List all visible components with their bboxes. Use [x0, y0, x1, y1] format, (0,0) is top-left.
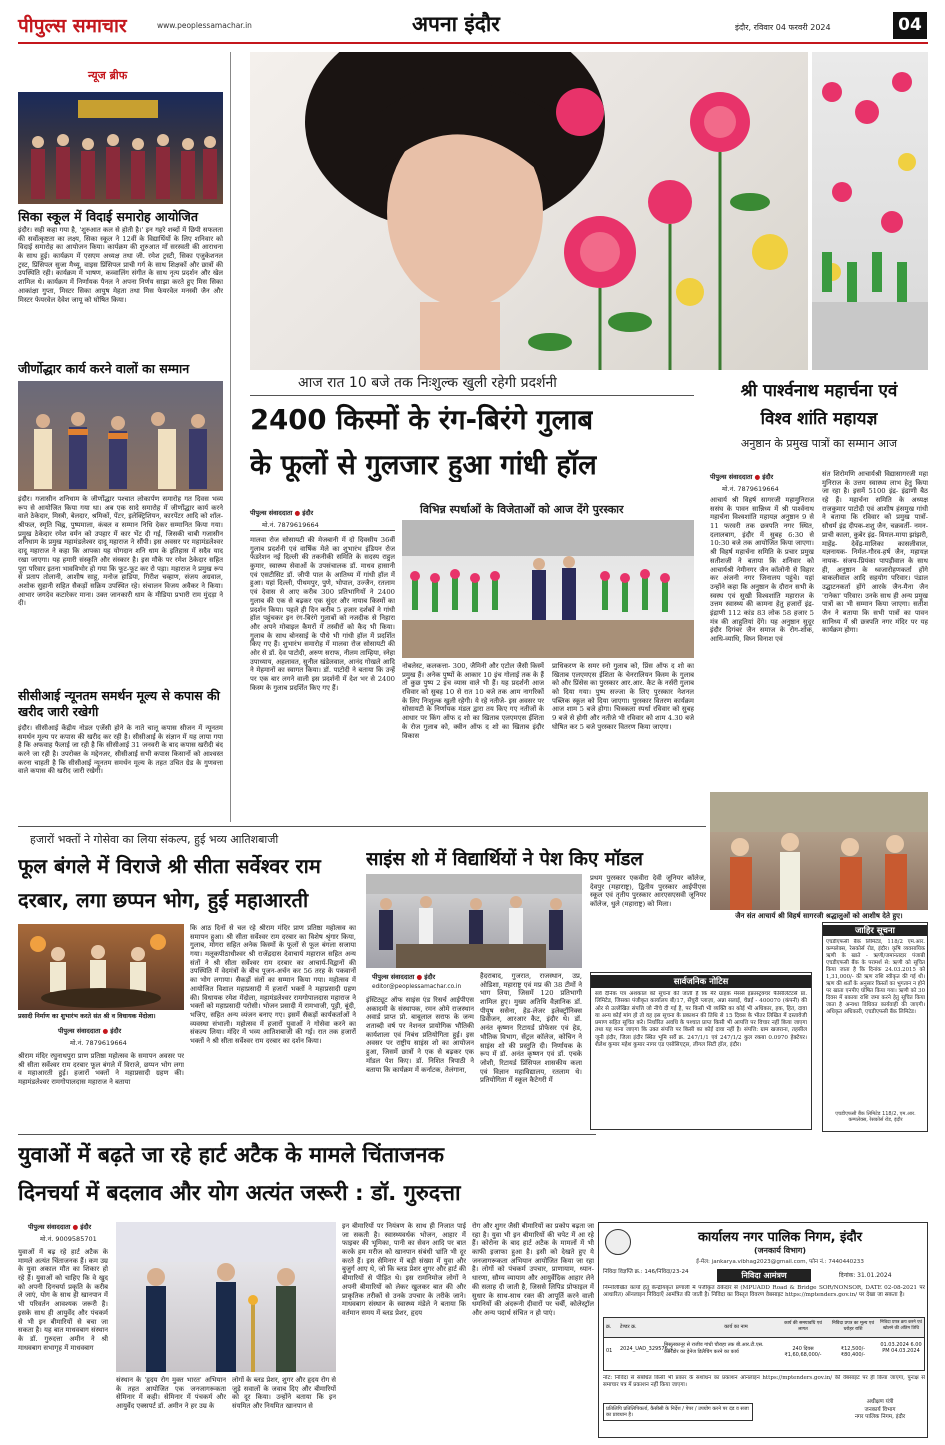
- ram-darbar-photo: [18, 924, 184, 1010]
- science-photo: [366, 874, 582, 968]
- science-headline: साइंस शो में विद्यार्थियों ने पेश किए मॉडल: [366, 849, 643, 870]
- farewell-group-illustration: [18, 92, 223, 204]
- tender-table: [603, 1317, 925, 1371]
- column-divider: [230, 52, 231, 822]
- science-byline-name: पीपुल्स संवाददाता: [372, 973, 415, 981]
- brief-2-body: इंदौर। गजासीन शनिधाम के जीर्णोद्धार पश्चात लोकार्पण समारोह गत दिवस भव्य रूप से आयोजित किया गया था। अब एक सादे समारोह में जीर्णोद्धार कार्य करने वाले ठेकेदार, मिस्त्री, बेलदार, श्रमिकों, पेंटर, इलेक्ट्रिशियन, कारपेंटर आदि को शॉल-श्रीफल, स्मृति चिह्न, पुष्पमाला, कंबल व सम्मान निधि देकर सम्मानित किया गया। प्रमुख ठेकेदार रमेश वर्मन को उपहार में कार भेंट दी गई, जिसकी चाबी गजासीन शनिधाम के प्रमुख महामंडलेश्वर दादू महाराज ने सौंपी। इस अवसर पर महामंडलेश्वर दादू महाराज ने कहा कि आपका यह योगदान शनि धाम के इतिहास में सदैव याद रखा जाएगा। यह हमारी संस्कृति और संस्कार है। इस मौके पर रमेश ठेकेदार सहित पूरा परिवार इतना भावविभोर हो गया कि फूट-फूट कर रो पड़ा। महाराज ने प्रमुख रूप से प्रताप तोलानी, आशीष साहू, मनोज हाडिया, गिरीश चव्हाण, संजय अग्रवाल, अशोक सुहानी सहित सैकड़ों सक्रिय उपस्थित रहे। संचालन विजय अवैकर ने किया। आभार जगदेव कटारेकर माना। उक्त जानकारी धाम के मीडिया प्रभारी राम मुंदड़ा ने दी।: [18, 495, 223, 608]
- rose-bottles-illustration: [812, 52, 928, 370]
- heart-byline-name: पीपुल्स संवाददाता: [28, 1223, 71, 1231]
- tender-table-header: [604, 1318, 924, 1338]
- cell-fee: ₹12,500/- ₹80,400/-: [840, 1346, 866, 1358]
- heart-col-5: रोग और शुगर जैसी बीमारियों का प्रकोप बढ़ता जा रहा है। युवा भी इन बीमारियों की चपेट में आ रहे हैं। कोरोना के बाद हार्ट अटैक के मामलों में भी काफी इजाफा हुआ है। इसी को देखते हुए ये जनजागरूकता अभियान आयोजित किया जा रहा है। लोगों को पंचकर्म उपचार, प्राणायाम, ध्यान-धारणा, सौम्य व्यायाम और आयुर्वेदिक आहार लेने की सलाह दी जाती है, जिससे लिपिड प्रोफाइल में सुधार के साथ-साथ रक्त की आपूर्ति करने वाली धमनियों की अंदरूनी दीवारों पर चर्बी, कोलेस्ट्रॉल और अन्य पदार्थ संचित न हो पाएं।: [472, 1222, 594, 1317]
- section-divider-2: [18, 1134, 596, 1135]
- parshvanath-col-2: संत शिरोमणि आचार्यश्री विद्यासागरजी महा मुनिराज के उत्तम स्वास्थ्य लाभ हेतु किया जा रहा है। इसमें 5100 इंद्र- इंद्राणी बैठ रहे हैं। महार्चना समिति के अध्यक्ष राजकुमार पाटोदी एवं आशीष हंसमुख गांधी ने बताया कि रविवार को प्रमुख पात्रों- सौधर्म इंद्र दीपक-शशु जैन, चक्रवर्ती- नमन-प्राची काला, कुबेर इंद्र- विमल-माया झांझरी, माहेंद्र- देवेंद्र-मालिका कासलीवाल, यज्ञनायक- निर्मल-गौरव-हर्ष जैन, महायज्ञ नायक- संजय-प्रियंका पापड़ीवाल के साथ ही, अनुष्ठान के ध्वजारोहणकर्ता होंगे बाकलीवाल आदि सहयोग परिवार। पंडाल उद्घाटनकर्ता होंगे आरके जैन-मैना जैन 'रानेका' परिवार। उनके साथ ही अन्य प्रमुख पात्रों का भी सम्मान किया जाएगा। सतीश जैन ने बताया कि सभी पात्रों का पावन सानिध्य में श्री छत्रपति नगर मंदिर पर यह कार्यक्रम होगा।: [822, 470, 928, 635]
- heart-col-1: युवाओं में बढ़ रहे हार्ट अटैक के मामले अत्यंत चिंताजनक हैं। कम उम्र के युवा अकाल मौत का शिकार हो रहे हैं। युवाओं को चाहिए कि वे खुद को अपनी दिनचर्या प्रकृति के करीब ले जाएं, योग के साथ ही खानपान में भी परिवर्तन आवश्यक जरूरी है। इसके साथ ही आयुर्वेद और पंचकर्म से भी इन बीमारियों से बचा जा सकता है। यह बात माधवबाग संस्थान के डॉ. गुरुदत्ता अमीन ने श्री माधवबाग सभागृह में माधवबाग: [18, 1248, 108, 1352]
- science-col-1: इंस्टिट्यूट ऑफ साइंस एंड रिसर्च आईपीएस अकादमी के संस्थापक, रमन ओमे राजस्थान अवार्ड प्राप्त प्रो. बाबूलाल सराफ के जन्म शताब्दी वर्ष पर नेशनल प्रायोगिक भौतिकी कार्यशाला एवं निबंध प्रतियोगिता हुई। इस अवसर पर राष्ट्रीय साइंस शो का आयोजन हुआ, जिसमें छात्रों ने एक से बढ़कर एक मॉडल पेश किए। डॉ. निशित त्रिपाठी ने बताया कि कार्यक्रम में कर्नाटक, तेलंगाना,: [366, 996, 474, 1074]
- ram-byline-name: पीपुल्स संवाददाता: [58, 1027, 101, 1035]
- parshvanath-byline-mobile: मो.नं. 7879619664: [722, 485, 779, 493]
- tender-signature: [835, 1399, 925, 1422]
- tender-title: कार्यालय नगर पालिक निगम, इंदौर: [697, 1230, 863, 1245]
- science-byline-place: इंदौर: [424, 973, 436, 981]
- news-brief-label: न्यूज ब्रीफ: [88, 69, 128, 82]
- col-header-tender-no: टेण्डर क्र.: [620, 1324, 637, 1330]
- tender-table-row: [604, 1338, 924, 1370]
- parshvanath-headline-2: विश्व शांति महायज्ञ: [760, 409, 878, 429]
- science-col-2: हैदराबाद, गुजरात, राजस्थान, उप्र, ओडिशा, महाराष्ट्र एवं मप्र की 38 टीमों ने भाग लिया, जिसमें 120 प्रतिभागी शामिल हुए। मुख्य अतिथि वैज्ञानिक डॉ. पीयूष ससेना, हेड-लेजर इलेक्ट्रॉनिक्स डिवीजन, आरआर कैट, इंदौर थे। डॉ. अनंत कृष्णन रिटायर्ड प्रोफेसर एवं हेड, भौतिक विभाग, सेंट्रल कॉलेज, कोचिन ने साइंस शो की प्रस्तुति दी। निर्णायक के रूप में डॉ. अनंत कृष्णन एवं डॉ. एचके जोशी, रिटायर्ड प्रिंसिपल शासकीय कला एवं विज्ञान महाविद्यालय, रतलाम थे। प्रतियोगिता में स्कूल कैटेगरी में: [480, 972, 582, 1085]
- lead-headline-2: के फूलों से गुलजार हुआ गांधी हॉल: [250, 449, 597, 481]
- public-notice-title: सार्वजनिक नोटिस: [591, 975, 811, 988]
- tender-ref: निविदा विज्ञप्ति क्र.: 146/निविदा/23-24: [603, 1269, 689, 1275]
- masthead-rule: [18, 42, 928, 44]
- exhibition-hall-illustration: [402, 520, 694, 658]
- brief-1-body: इंदौर। सही कहा गया है, 'शुरुआत कल से होती है।' इन गहरे शब्दों में छिपी सफलता की सर्वोत्कृष्टता का लक्ष्य, सिका स्कूल ने 12वीं के विद्यार्थियों के लिए शनिवार को विदाई समारोह का आयोजन किया। कार्यक्रम की शुरुआत माँ सरस्वती की आराधना के साथ हुई। कार्यक्रम में एसएम अध्यक्ष तथा जी. रमेश ट्रस्टी, सिका एजुकेशनल ट्रस्ट, प्रिंसिपल सुजा मैथ्यू, वाइस प्रिंसिपल प्राची गर्ग के साथ शिक्षकों और छात्रों की उपस्थिति रही। कार्यक्रम में भाषण, कव्वालिंग संगीत के साथ नृत्य प्रदर्शन और खेल शामिल थे। कार्यक्रम में निर्णायक पैनल ने अपना निर्णय साझा करते हुए मिस सिका आकांक्षा गुप्ता, मिस्टर सिका आयुष मेहता तथा मिस फेयरवेल मनस्वी जैन और मिस्टर फेयरवेल देवेश जायू को घोषित किया।: [18, 226, 223, 304]
- public-notice-box: [590, 972, 812, 1130]
- ram-byline-mobile: मो.नं. 7879619664: [70, 1039, 127, 1047]
- parshvanath-headline-1: श्री पार्श्वनाथ महार्चना एवं: [740, 381, 898, 401]
- col-header-duration: कार्य की समयावधि एवं लागत: [784, 1321, 822, 1332]
- heart-headline-1: युवाओं में बढ़ते जा रहे हार्ट अटैक के मामले चिंताजनक: [18, 1143, 444, 1168]
- ram-photo-caption: प्रसादी निर्माण का शुभारंभ करते संत श्री व विधायक मेंदोला।: [18, 1013, 156, 1020]
- col-header-sr: क्र.: [606, 1324, 612, 1330]
- parshvanath-byline: पीपुल्स संवाददाता ● इंदौर: [710, 473, 774, 481]
- lead-byline-name: पीपुल्स संवाददाता: [250, 509, 293, 517]
- brief-1-headline: सिका स्कूल में विदाई समारोह आयोजित: [18, 209, 198, 224]
- signature-line-1: अधीक्षण यंत्री: [866, 1399, 894, 1405]
- acharya-photo: [710, 792, 928, 910]
- science-models-illustration: [366, 874, 582, 968]
- kicker-rule: [250, 395, 694, 396]
- ram-byline-place: इंदौर: [110, 1027, 122, 1035]
- honour-group-illustration: [18, 381, 223, 491]
- lead-kicker: आज रात 10 बजे तक निःशुल्क खुली रहेगी प्रदर्शनी: [298, 375, 557, 391]
- classified-title: जाहिर सूचना: [823, 925, 927, 936]
- logo: पीपुल्स समाचार: [18, 15, 127, 37]
- dateline: इंदौर, रविवार 04 फरवरी 2024: [735, 23, 831, 32]
- section-divider-1: [18, 826, 706, 827]
- acharya-photo-caption: जैन संत आचार्य श्री विहर्ष सागरजी श्रद्धालुओं को आशीष देते हुए।: [735, 912, 903, 920]
- page-number: 04: [893, 12, 927, 39]
- col-header-fee: निविदा प्रपत्र का मूल्य एवं धरोहर राशि: [831, 1321, 875, 1332]
- brief-3-body: इंदौर। सीसीआई केंद्रीय नोडल एजेंसी होने के नाते चालू कपास सीजन में न्यूनतम समर्थन मूल्य पर कपास की खरीद कर रही है। सीसीआई के संज्ञान में यह लाया गया है कि अफवाह फैलाई जा रही है कि सीसीआई 31 जनवरी के बाद कपास खरीदी बंद करने जा रही है। उपरोक्त के मद्देनजर, सीसीआई सभी कपास किसानों को आश्वस्त करना चाहती है कि सीसीआई न्यूनतम समर्थन मूल्य के तहत उचित ग्रेड के गुणवत्ता वाले कपास की खरीद जारी रखेगी।: [18, 724, 223, 776]
- brief-3-headline: सीसीआई न्यूनतम समर्थन मूल्य से कपास की खरीद जारी रखेगी: [18, 688, 220, 719]
- lead-col-2: नोबलेस्ट, कलकत्ता- 300, जैमिनी और एटोल जैसी किस्में प्रमुख हैं। अनेक पुष्पों के आकार 10 इंच गोलाई तक के हैं तो कुछ पुष्प 2 इंच व्यास वाले भी हैं। यह प्रदर्शनी आज रविवार को सुबह 10 से रात 10 बजे तक आम नागरिकों के लिए निःशुल्क खुली रहेगी। ये रहे नतीजे- इस अवसर पर सोसायटी के निर्णायक मंडल द्वारा तय किए गए नतीजों के आधार पर किंग ऑफ द शो का खिताब एलएमएस ईशिता के रोज गुलाब को, क्वीन ऑफ द शो का खिताब इंदौर विकास: [402, 662, 544, 740]
- ram-darbar-illustration: [18, 924, 184, 1010]
- parshvanath-col-1: आचार्य श्री विहर्ष सागरजी महामुनिराज ससंघ के पावन सान्निध्य में श्री पार्श्वनाथ महार्चना विश्वशांति महायज्ञ अनुष्ठान 9 से 11 फरवरी तक छत्रपति नगर स्थित, दलालबाग, इंदौर में सुबह 6:30 से 10:30 बजे तक आयोजित किया जाएगा। श्री विहर्ष महार्चना समिति के प्रचार प्रमुख सतीशजी ने बताया कि शनिवार को आचार्यश्री नेमीनगर जैन कॉलोनी से विहार कर अंजनी नगर जिनालय पहुंचे। यहां उन्होंने कहा कि अनुष्ठान के दौरान सभी के स्वस्थ एवं सुखी विश्वशांति महाराज के उत्तम स्वास्थ्य की कामना हेतु हजारों इंद्र-इंद्राणी 112 कांड 83 लोक 58 हजार 5 मंत्र की आहुतियां देंगे। यह अनुष्ठान सुदूर इंदौर दिगंबर जैन समाज के रोग-शोक, आधि-व्याधि, विघ्न विनाश एवं: [710, 496, 814, 643]
- lead-byline-rule: [250, 530, 395, 531]
- cell-work-name: मिसलकानूर से राजीव गांधी चौराहा तक बी.आर.टी.एस. कॉरिडोर का ड्रेनेज डिलैचिंग करने का कार्य: [664, 1342, 764, 1355]
- cell-sr: 01: [606, 1348, 613, 1354]
- brief-2-headline: जीर्णोद्धार कार्य करने वालों का सम्मान: [18, 361, 190, 376]
- right-rose-photo: [812, 52, 928, 370]
- lead-byline-place: इंदौर: [302, 509, 314, 517]
- heart-headline-2: दिनचर्या में बदलाव और योग अत्यंत जरूरी : डॉ. गुरुदत्ता: [18, 1181, 461, 1206]
- municipal-emblem: [605, 1229, 631, 1255]
- lead-subhead: विभिन्न स्पर्धाओं के विजेताओं को आज देंगे पुरस्कार: [420, 503, 624, 516]
- tender-date: दिनांक: 31.01.2024: [839, 1272, 892, 1279]
- parshvanath-subhead: अनुष्ठान के प्रमुख पात्रों का सम्मान आज: [740, 437, 898, 450]
- heart-byline-mobile: मो.नं. 9009585701: [40, 1235, 97, 1243]
- seminar-lamp-illustration: [116, 1222, 336, 1372]
- tender-subtitle: (जनकार्य विभाग): [753, 1246, 807, 1255]
- science-byline-email: editor@peoplessamachar.co.in: [372, 984, 462, 990]
- lead-headline-1: 2400 किस्मों के रंग-बिरंगे गुलाब: [250, 404, 594, 436]
- news-brief-column: [18, 52, 223, 822]
- ram-byline: पीपुल्स संवाददाता ● इंदौर: [58, 1027, 122, 1035]
- farewell-photo: [18, 92, 223, 204]
- ram-col-2: कि आठ दिनों से चल रहे श्रीराम मंदिर प्राण प्रतिष्ठा महोत्सव का समापन हुआ। श्री सीता सर्वेश्वर राम दरबार का विशेष श्रृंगार किया, गुलाब, मोगरा सहित अनेक किस्मों के फूलों से फूल बंगला सजाया गया। मलूकपीठाधीश्वर श्री राजेंद्रदास देवाचार्य महाराज सहित अन्य संतों ने श्री सीता सर्वेश्वर राम दरबार का आचार्य-विद्वानों की उपस्थिति में वेदमंत्रों के बीच पूजन-अर्चन कर 56 तरह के पकवानों का भोग लगाया। सैकड़ों संतों का सम्मान किया गया। महोत्सव में आयोजित विशाल महाप्रसादी में हजारों भक्तों ने महाप्रसादी ग्रहण की। विधायक रमेश मेंदोला, महामंडलेश्वर रामगोपालदास महाराज ने भक्तों को महाप्रसादी परोसी। भोजन प्रसादी में रामभाजी, पूड़ी, बूंदी, भजिए, सहित अन्य व्यंजन बनाए गए। इसमें सैकड़ों कार्यकर्ताओं ने व्यवस्था संभाली। महोत्सव में हजारों युवाओं ने गोसेवा करने का संकल्प लिया। मंदिर में भव्य आतिशबाजी की गई। रात तक हजारों भक्तों ने श्री सीता सर्वेश्वर राम दरबार का दर्शन किया।: [190, 924, 356, 1045]
- heart-byline-place: इंदौर: [80, 1223, 92, 1231]
- science-byline: पीपुल्स संवाददाता ● इंदौर: [372, 973, 436, 981]
- parshvanath-byline-name: पीपुल्स संवाददाता: [710, 473, 753, 481]
- heart-col-3: लोगों के ब्लड प्रेशर, शुगर और हृदय रोग से जुड़े सवालों के जवाब दिए और बीमारियों को दूर किया। उन्होंने बताया कि इन संयमित और नियमित खानपान से: [232, 1376, 336, 1411]
- lead-rose-photo: [250, 52, 808, 370]
- tender-intro: निम्नलिखित कार्यों हेतु केन्द्रीयकृत प्रणाली में पंजीकृत ठेकेदार से (MPUADD Road & Bridge SOR/NONSOR, DATE 02-08-2021 पर आधारित) ऑनलाइन निविदाएँ आमंत्रित की जाती है। निविदा का विस्तृत विवरण वेबसाइट https://mptenders.gov.in/ पर देखा जा सकता है।: [603, 1285, 925, 1299]
- ram-kicker: हजारों भक्तों ने गोसेवा का लिया संकल्प, हुई भव्य आतिशबाजी: [30, 833, 279, 846]
- heart-seminar-photo: [116, 1222, 336, 1372]
- classified-body: एचडीएफसी बैंक लिमिटेड, 118/2 एम.आर. कम्पलेक्स, रेसकोर्स रोड, इंदौर। कृषि व्यवसायिक ऋणी के खाते - ऋणी/जमानतदार पंजाबी एचडीएफसी बैंक के परामर्श से: ऋणी को सूचित किया जाता है कि दिनांक 24.03.2015 को 1,31,000/- की ऋण राशि स्वीकृत की गई थी। ऋण की शर्तों के अनुसार किस्तों का भुगतान न होने पर खाता एनपीए घोषित किया गया। ऋणी को 30 दिवस में बकाया राशि जमा करने हेतु सूचित किया जाता है अन्यथा विधिवत कार्यवाही की जाएगी। अधिकृत अधिकारी, एचडीएफसी बैंक लिमिटेड।: [826, 939, 925, 1016]
- cell-last-date: 01.03.2024 6.00 PM 04.03.2024: [880, 1342, 922, 1354]
- classified-footer: एचडीएफसी बैंक लिमिटेड 118/2, एम.आर. कम्पलेक्स, रेसकोर्स रोड, इंदौर: [835, 1111, 916, 1123]
- tender-notice: [598, 1222, 928, 1438]
- tender-footer-box: प्रतिलिपि प्रतिलिपिकर्ता, कैसीसी के निर्देश / पेपर / उपयोग करने पर दंड व सजा का प्रावधान है।: [603, 1403, 753, 1421]
- tender-note: नोट: निविदा से संबंधित किसी भी प्रकार के संशोधन का प्रकाशन ऑनलाइन https://mptenders.gov.in/ की वेबसाइट पर ही किया जाएगा, पुनःक्ष से समाचार पत्र में प्रकाशन नहीं किया जाएगा।: [603, 1375, 925, 1389]
- signature-line-3: नगर पालिक निगम, इंदौर: [854, 1414, 906, 1421]
- heart-byline: पीपुल्स संवाददाता ● इंदौर: [28, 1223, 92, 1231]
- public-notice-body: सर्व दैनिक पत्र अंशकाल को सूचना की जाती है कि मेरे ग्राहक मेसर्स इंफ्रास्ट्रक्चर फैसिलिटेटर्स प्रा. लिमिटेड, जिसका पंजीकृत कार्यालय बी/17, सेंचुरी प्लाज़ा, अन्ना सलाई, चेन्नई - 400070 (कंपनी) की ओर से उल्लेखित संपत्ति जो नीचे दी गई है, पर किसी भी व्यक्ति का कोई भी अधिकार, हक, हित, दावा या अन्य कोई मांग हो तो वह इस सूचना के प्रकाशन की तिथि से 15 दिवस के भीतर लिखित में दस्तावेजी प्रमाण सहित सूचित करे। निर्धारित अवधि के पश्चात प्राप्त किसी भी आपत्ति पर विचार नहीं किया जाएगा तथा यह माना जाएगा कि उक्त संपत्ति पर किसी का कोई दावा नहीं है। संपत्ति: ग्राम खजराना, तहसील जूनी इंदौर, जिला इंदौर स्थित भूमि सर्वे क्र. 247/1/1 एवं 247/1/2 कुल रकबा 0.0970 हेक्टेयर। शैलेश कुमार महेश कुमार नागर एड एसोसिएट्स, लीगल सिटी हॉल, इंदौर।: [595, 991, 807, 1048]
- cell-tender-no: 2024_UAD_329576_1: [620, 1346, 674, 1352]
- lead-col-3: प्राधिकरण के समर स्नो गुलाब को, प्रिंस ऑफ द शो का खिताब एलएमएस ईशिता के चेनरालियन किस्म के गुलाब को और प्रिंसेस का पुरस्कार आर.आर. कैट के नर्सरी गुलाब को दिया गया। पुष्प सज्जा के लिए पुरस्कार नेशनल पब्लिक स्कूल को दिया जाएगा। पुरस्कार वितरण कार्यक्रम आज शाम 5 बजे होगा। चित्रकला स्पर्धा रविवार को सुबह 9 बजे से होगी और नतीजे भी रविवार को शाम 4.30 बजे घोषित कर 5 बजे पुरस्कार वितरण किया जाएगा।: [552, 662, 694, 731]
- ram-headline-2: दरबार, लगा छप्पन भोग, हुई महाआरती: [18, 888, 309, 912]
- lead-byline-mobile: मो.नं. 7879619664: [262, 521, 319, 529]
- honour-photo: [18, 381, 223, 491]
- science-intro: प्रथम पुरस्कार एकवीरा देवी जूनियर कॉलेज, देवपुर (महाराष्ट्र), द्वितीय पुरस्कार आईपीएस स्कूल एवं तृतीय पुरस्कार आरएसएसवी जूनियर कॉलेज, धुले (महाराष्ट्र) को मिला।: [590, 874, 706, 909]
- acharya-blessing-illustration: [710, 792, 928, 910]
- tender-heading: निविदा आमंत्रण: [717, 1269, 811, 1282]
- heart-col-2: संस्थान के 'हृदय रोग मुक्त भारत' अभियान के तहत आयोजित एक जनजागरूकता सेमिनार में कही। सेमिनार में पंचकर्म और आयुर्वेद एक्सपर्ट डॉ. अमीन ने हर उम्र के: [116, 1376, 226, 1411]
- col-header-work-name: कार्य का नाम: [724, 1324, 748, 1330]
- rose-girl-illustration: [250, 52, 808, 370]
- section-title: अपना इंदौर: [412, 12, 500, 36]
- exhibition-photo: [402, 520, 694, 658]
- masthead: [0, 0, 945, 44]
- cell-duration: 240 दिवस ₹1,60,68,000/-: [784, 1346, 822, 1358]
- signature-line-2: जनकार्य विभाग: [864, 1406, 896, 1413]
- tender-contact: ई-मेल: jankarya.vibhag2023@gmail.com, फोन नं.: 7440440233: [696, 1259, 864, 1265]
- classified-box: [822, 922, 928, 1132]
- website-link[interactable]: www.peoplessamachar.in: [157, 21, 252, 30]
- ram-col-1: श्रीराम मंदिर रघुनाथपुरा प्राण प्रतिष्ठा महोत्सव के समापन अवसर पर श्री सीता सर्वेश्वर राम दरबार फूल बंगले में विराजे, छप्पन भोग लगा व महाआरती हुई। हजारों भक्तों ने महाप्रसादी ग्रहण की। महामंडलेश्वर रामगोपालदास महाराज ने बताया: [18, 1052, 184, 1087]
- lead-byline: पीपुल्स संवाददाता ● इंदौर: [250, 509, 314, 517]
- lead-col-1: मालवा रोज सोसायटी की मेजबानी में दो दिवसीय 36वीं गुलाब प्रदर्शनी एवं वार्षिक मेले का शुभारंभ इंडियन रोज फेडरेशन नई दिल्ली की तकनीकी समिति के सदस्य राहुल कुमार, स्वास्थ्य सेवाओं के उपसंचालक डॉ. माधव हासानी एवं एसटीसिट डॉ. जीपी पाल के आतिथ्य में गांधी हॉल में हुआ। यहां दिल्ली, पीथमपुर, पुणे, भोपाल, उज्जैन, रतलाम एवं देवास से आए करीब 300 प्रतिभागियों ने 2400 गुलाब की एक से बढ़कर एक सुंदर और नायाब किस्मों का प्रदर्शन किया। पहले ही दिन करीब 5 हजार दर्शकों ने गांधी हॉल पहुंचकर इन रंग-बिरंगे गुलाबों को नजदीक से निहारा और अपने मोबाइल कैमरों में तस्वीरों को कैद भी किया। गुलाब के साथ बोनसाई के पौधे भी गांधी हॉल में प्रदर्शित किए गए हैं। शुभारंभ समारोह में मालवा रोज सोसायटी की ओर से डॉ. देव पाटोदी, अरुण सराफ, नीलम ताम्हिया, स्नेहा उपाध्याय, अहलावत, सुनील खंडेलवाल, आनंद गोखले आदि ने मेहमानों का स्वागत किया। डॉ. पाटोदी ने बताया कि उन्हें पर एक बार लगने वाली इस प्रदर्शनी में देश भर से 2400 किस्म के गुलाब प्रदर्शित किए गए हैं।: [250, 536, 395, 692]
- parshvanath-byline-place: इंदौर: [762, 473, 774, 481]
- col-header-last-date: निविदा प्रपत्र क्रय करने एवं खोलने की अंतिम तिथि: [879, 1320, 922, 1331]
- heart-col-4: इन बीमारियों पर नियंत्रण के साथ ही निजात पाई जा सकती है। स्वास्थ्यवर्धक भोजन, आहार में फाइबर की भूमिका, पानी का सेवन आदि पर बात करके हम मरीज को खानपान संबंधी भ्रांति भी दूर करते हैं। इस सेमिनार में बड़ी संख्या में युवा और बुजुर्ग आए थे, जो कि ब्लड प्रेशर शुगर और हार्ट की बीमारियों से पीड़ित थे। इस रामनिमोज लोगों ने अपनी बीमारियों को लेकर खुलकर बात की और प्राकृतिक तरीकों से उनके उपचार के तरीके जाने। माधवबाग संस्थान के स्वास्थ्य मंडेले ने बताया कि वर्तमान समय में ब्लड प्रेशर, हृदय: [342, 1222, 466, 1317]
- ram-headline-1: फूल बंगले में विराजे श्री सीता सर्वेश्वर राम: [18, 854, 321, 878]
